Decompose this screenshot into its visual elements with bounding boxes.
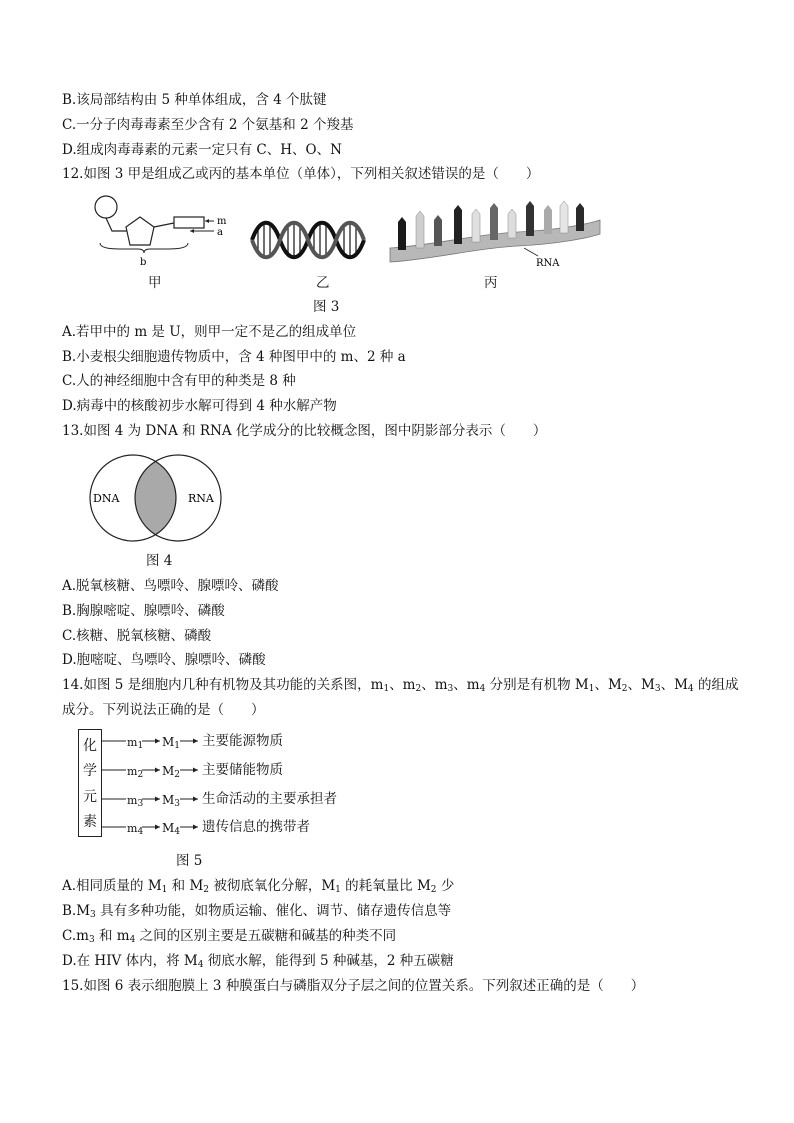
q12-option-c: C.人的神经细胞中含有甲的种类是 8 种 (62, 373, 296, 389)
sub-caption-yi: 乙 (316, 275, 330, 291)
q14-option-b: $B.M_3$ 具有多种功能，如物质运输、催化、调节、储存遗传信息等 (62, 903, 452, 920)
function-genetic-info: 遗传信息的携带者 (202, 819, 310, 835)
function-energy-storage: 主要储能物质 (202, 762, 283, 778)
big-m2-label: $M_2$ (162, 764, 181, 780)
sub-caption-jia: 甲 (148, 275, 162, 291)
chemical-elements-box: 化 学 元 素 (78, 729, 102, 837)
q14-stem-line-2: 成分。下列说法正确的是（ ） (62, 702, 265, 718)
venn-label-rna: RNA (188, 492, 214, 505)
m3-label: $m_3$ (127, 794, 144, 809)
q12-option-b: B.小麦根尖细胞遗传物质中，含 4 种图甲中的 m、2 种 a (62, 349, 406, 365)
q13-option-a: A.脱氧核糖、鸟嘌呤、腺嘌呤、磷酸 (62, 578, 279, 594)
q14-stem-line-1: 14.如图 5 是细胞内几种有机物及其功能的关系图，$m_1$、$m_2$、$m_3$、$m_4$ 分别是有机物 $M_1$、$M_2$、$M_3$、$M_4$ 的组成 (62, 677, 739, 694)
big-m3-label: $M_3$ (162, 793, 181, 809)
venn-label-dna: DNA (93, 492, 120, 505)
q14-option-d: D.在 HIV 体内，将 $M_4$ 彻底水解，能得到 5 种碱基，2 种五碳糖 (62, 953, 454, 970)
q14-option-c: $C.m_3$ 和 $m_4$ 之间的区别主要是五碳糖和碱基的种类不同 (62, 928, 397, 945)
function-life-activity: 生命活动的主要承担者 (202, 791, 337, 807)
m2-label: $m_2$ (127, 765, 144, 780)
label-rna: RNA (536, 258, 560, 269)
sub-caption-bing: 丙 (484, 275, 498, 291)
nucleotide-diagram (90, 193, 240, 273)
m1-label: $m_1$ (127, 736, 144, 751)
dna-double-helix-diagram (252, 215, 367, 265)
function-main-energy: 主要能源物质 (202, 733, 283, 749)
label-b: b (140, 257, 147, 268)
q15-stem: 15.如图 6 表示细胞膜上 3 种膜蛋白与磷脂双分子层之间的位置关系。下列叙述正确的是（ ） (62, 978, 645, 994)
figure-5-caption: 图 5 (176, 853, 203, 869)
q13-option-b: B.胸腺嘧啶、腺嘌呤、磷酸 (62, 603, 225, 619)
label-m: m (217, 216, 227, 227)
dna-rna-venn-diagram (80, 452, 230, 544)
q13-option-c: C.核糖、脱氧核糖、磷酸 (62, 628, 212, 644)
q11-option-c: C.一分子肉毒毒素至少含有 2 个氨基和 2 个羧基 (62, 117, 354, 133)
figure-3-caption: 图 3 (313, 299, 340, 315)
q13-stem: 13.如图 4 为 DNA 和 RNA 化学成分的比较概念图，图中阴影部分表示（ ） (62, 423, 547, 439)
label-a: a (217, 227, 223, 238)
organic-relation-arrows (102, 729, 212, 837)
q12-option-d: D.病毒中的核酸初步水解可得到 4 种水解产物 (62, 398, 337, 414)
figure-4-caption: 图 4 (146, 553, 173, 569)
q11-option-b: B.该局部结构由 5 种单体组成，含 4 个肽键 (62, 92, 327, 108)
big-m4-label: $M_4$ (162, 821, 181, 837)
q14-option-a: A.相同质量的 $M_1$ 和 $M_2$ 被彻底氧化分解，$M_1$ 的耗氧量比 $M_2$ 少 (62, 878, 455, 895)
q13-option-d: D.胞嘧啶、鸟嘌呤、腺嘌呤、磷酸 (62, 652, 266, 668)
m4-label: $m_4$ (127, 822, 144, 837)
q11-option-d: D.组成肉毒毒素的元素一定只有 C、H、O、N (62, 142, 342, 158)
rna-strand-diagram (388, 200, 603, 275)
q12-option-a: A.若甲中的 m 是 U，则甲一定不是乙的组成单位 (62, 324, 357, 340)
q12-stem: 12.如图 3 甲是组成乙或丙的基本单位（单体），下列相关叙述错误的是（ ） (62, 166, 540, 182)
big-m1-label: $M_1$ (162, 735, 181, 751)
